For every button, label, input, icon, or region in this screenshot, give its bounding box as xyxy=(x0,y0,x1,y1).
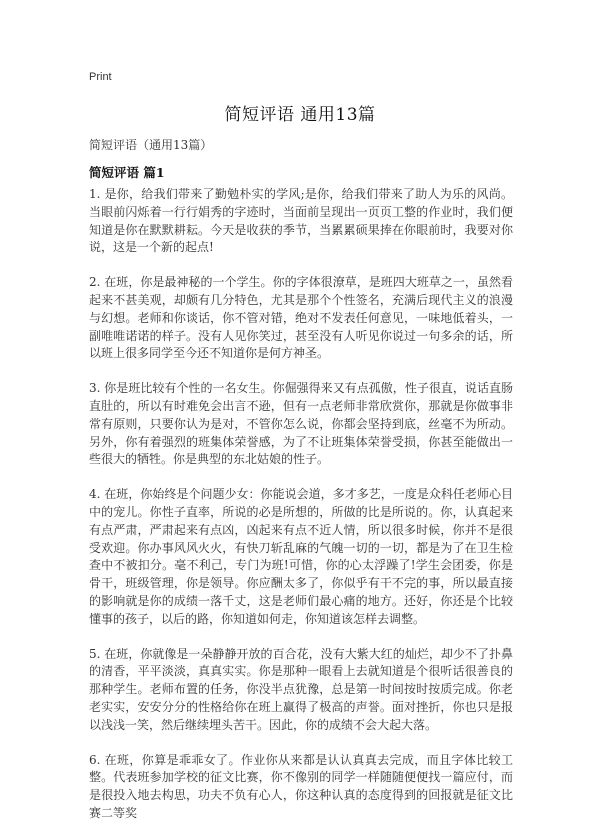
document-title: 简短评语 通用13篇 xyxy=(224,105,376,125)
paragraph-4: 4. 在班，你始终是个问题少女：你能说会道，多才多艺，一度是众科任老师心目中的宠儿。你性子直率，所说的必是所想的，所做的比是所说的。你，认真起来有点严肃，严肃起来有点凶，凶起来有点不近人情，所以很多时候，你并不是很受欢迎。你办事风风火火，有快刀斩乱麻的气魄一切的一切，都是为了在卫生检查中不被扣分。毫不利己，专门为班!可惜，你的心太浮躁了!学生会团委，你是骨干，班级管理，你是领导。你应酬太多了，你似乎有干不完的事，所以最直接的影响就是你的成绩一落千丈，这是老师们最心痛的地方。还好，你还是个比较懂事的孩子，以后的路，你知道如何走，你知道该怎样去调整。 xyxy=(89,487,513,626)
paragraph-2: 2. 在班，你是最神秘的一个学生。你的字体很潦草，是班四大班草之一，虽然看起来不甚美观，却颇有几分特色，尤其是那个个性签名，充满后现代主义的浪漫与幻想。老师和你谈话，你不管对错，绝对不发表任何意见，一味地低着头，一副唯唯诺诺的样子。没有人见你笑过，甚至没有人听见你说过一句多余的话，所以班上很多同学至今还不知道你是何方神圣。 xyxy=(89,275,513,361)
paragraph-3: 3. 你是班比较有个性的一名女生。你倔强得来又有点孤傲，性子很直，说话直肠直肚的，所以有时难免会出言不逊，但有一点老师非常欣赏你，那就是你做事非常有原则，只要你认为是对，不管你怎么说，你都会坚持到底，丝毫不为所动。另外，你有着强烈的班集体荣誉感，为了不让班集体荣誉受损，你甚至能做出一些很大的牺牲。你是典型的东北姑娘的性子。 xyxy=(89,381,513,467)
paragraph-6: 6. 在班，你算是乖乖女了。作业你从来都是认认真真去完成，而且字体比较工整。代表班参加学校的征文比赛，你不像别的同学一样随随便便找一篇应付，而是很投入地去构思，功夫不负有心人，你这种认真的态度得到的回报就是征文比赛二等奖 xyxy=(89,752,513,820)
section-heading: 简短评语 篇1 xyxy=(89,165,165,180)
document-subtitle: 简短评语（通用13篇） xyxy=(89,138,213,152)
print-label[interactable]: Print xyxy=(89,71,112,83)
paragraph-list xyxy=(89,186,513,840)
paragraph-1: 1. 是你，给我们带来了勤勉朴实的学风;是你，给我们带来了助人为乐的风尚。当眼前闪烁着一行行娟秀的字迹时，当面前呈现出一页页工整的作业时，我们便知道是你在默默耕耘。今天是收获的季节，当累累硕果捧在你眼前时，我要对你说，这是一个新的起点! xyxy=(89,187,513,255)
paragraph-5: 5. 在班，你就像是一朵静静开放的百合花，没有大紫大红的灿烂，却少不了扑鼻的清香，平平淡淡，真真实实。你是那种一眼看上去就知道是个很听话很善良的那种学生。老师布置的任务，你没半点犹豫，总是第一时间按时按质完成。你老老实实，安安分分的性格给你在班上赢得了极高的声誉。面对挫折，你也只是报以浅浅一笑，然后继续埋头苦干。因此，你的成绩不会大起大落。 xyxy=(89,646,513,732)
